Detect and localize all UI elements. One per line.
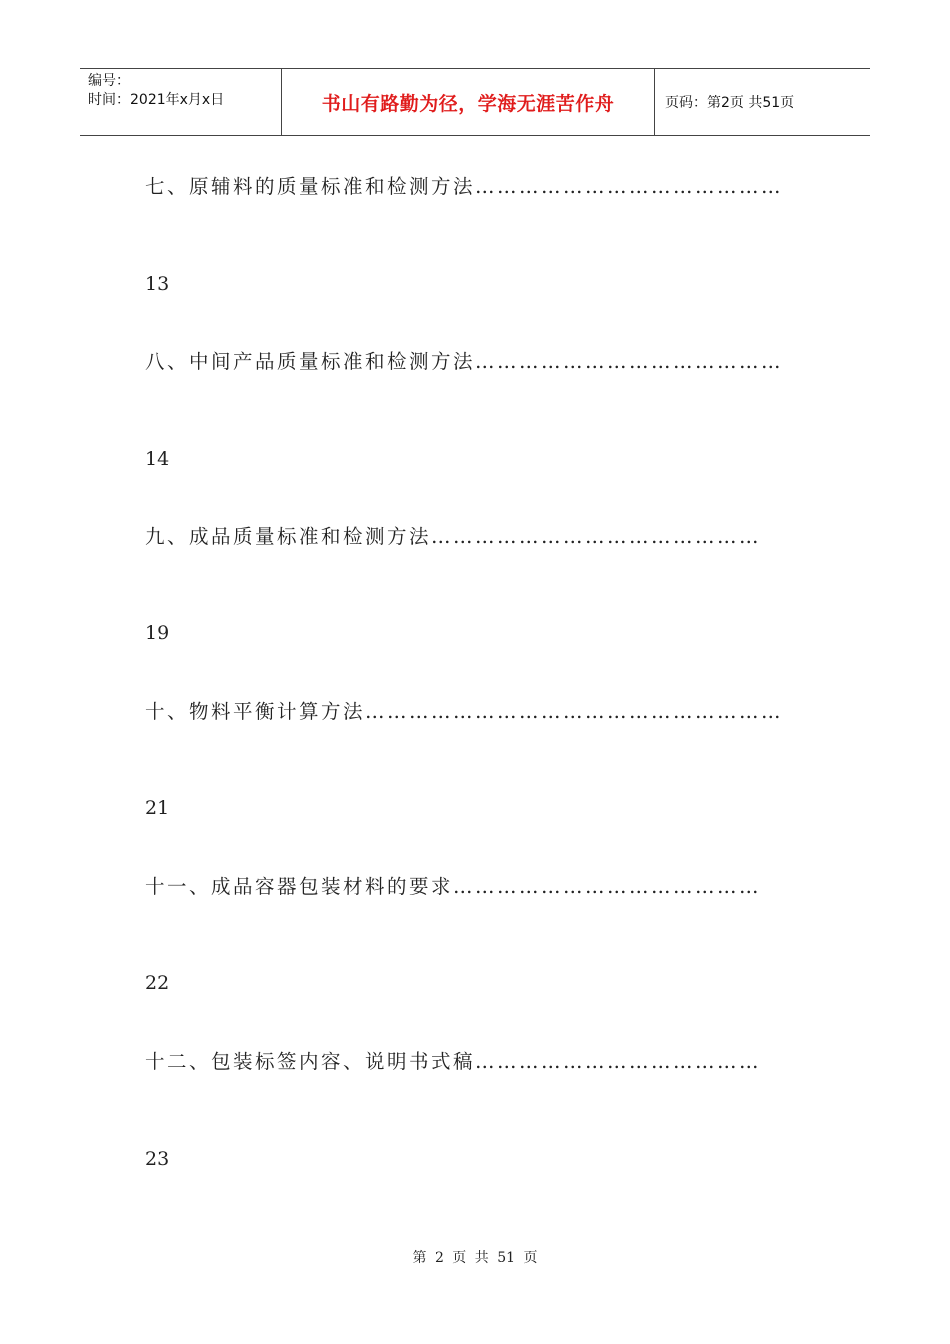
toc-entry-title: 十二、包装标签内容、说明书式稿………………………………… bbox=[145, 1050, 762, 1073]
toc-entry-title: 九、成品质量标准和检测方法……………………………………… bbox=[145, 525, 762, 548]
toc-entry-page: 21 bbox=[145, 797, 170, 819]
toc-entry-title: 七、原辅料的质量标准和检测方法…………………………………… bbox=[145, 175, 784, 198]
toc-entry-page: 14 bbox=[145, 448, 170, 470]
toc-entry-title: 十一、成品容器包装材料的要求…………………………………… bbox=[145, 875, 762, 898]
toc-entry-page: 13 bbox=[145, 273, 170, 295]
page-header bbox=[80, 68, 870, 136]
toc-entry-title: 十、物料平衡计算方法………………………………………………… bbox=[145, 700, 784, 723]
number-label: 编号： bbox=[88, 73, 130, 89]
time-label: 时间：2021年x月x日 bbox=[88, 92, 225, 108]
toc-entry-page: 23 bbox=[145, 1148, 170, 1170]
header-slogan: 书山有路勤为径，学海无涯苦作舟 bbox=[282, 69, 655, 135]
toc-entry-page: 19 bbox=[145, 622, 170, 644]
page-footer: 第 2 页 共 51 页 bbox=[412, 1250, 538, 1266]
header-meta bbox=[80, 69, 282, 135]
header-page-info: 页码：第2页 共51页 bbox=[665, 95, 795, 111]
toc-entry-page: 22 bbox=[145, 972, 170, 994]
toc-entry-title: 八、中间产品质量标准和检测方法…………………………………… bbox=[145, 350, 784, 373]
